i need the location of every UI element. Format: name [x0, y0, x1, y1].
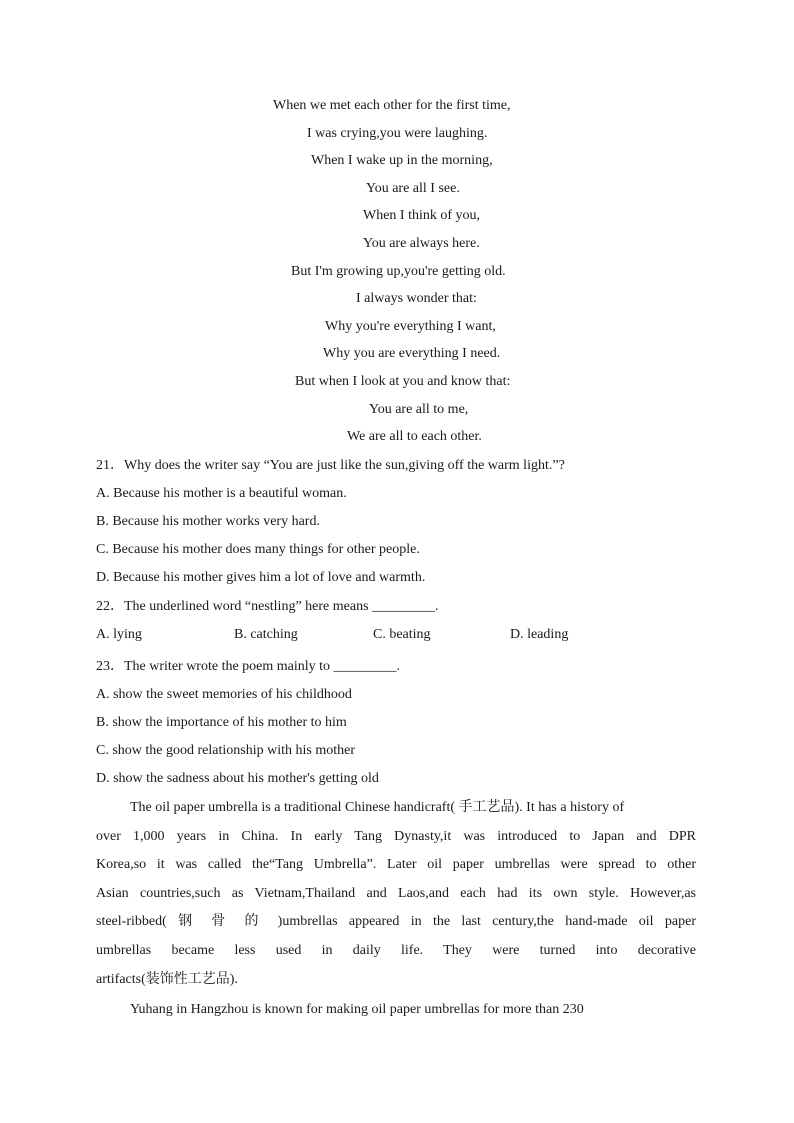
question-22 [96, 595, 716, 652]
answer-option[interactable]: A. lying [96, 627, 142, 642]
paragraph-line: The oil paper umbrella is a traditional Chinese handicraft( 手工艺品). It has a history of [130, 800, 625, 815]
reading-passage [96, 796, 696, 1027]
question-stem: 22．The underlined word “nestling” here means _________. [96, 599, 439, 614]
poem-line: When I wake up in the morning, [311, 153, 493, 169]
answer-option[interactable]: C. show the good relationship with his mother [96, 743, 355, 758]
paragraph-line: steel-ribbed( 钢 骨 的 )umbrellas appeared in the last century,the hand-made oil paper [96, 914, 696, 930]
poem-line: I was crying,you were laughing. [307, 125, 488, 141]
poem-line: Why you're everything I want, [325, 318, 496, 334]
answer-option[interactable]: C. beating [373, 627, 431, 642]
poem-line: When we met each other for the first time, [273, 98, 511, 113]
options-row [96, 623, 716, 652]
answer-option[interactable]: D. show the sadness about his mother's getting old [96, 771, 379, 786]
poem-line: But when I look at you and know that: [295, 373, 511, 389]
poem-line: You are always here. [363, 235, 480, 251]
question-stem: 23．The writer wrote the poem mainly to _________. [96, 659, 401, 674]
paragraph-line: umbrellas became less used in daily life. They were turned into decorative [96, 942, 696, 958]
question-21 [96, 454, 716, 594]
paragraph-line: artifacts(装饰性工艺品). [96, 971, 238, 987]
poem-line: When I think of you, [363, 208, 481, 224]
paragraph-line: over 1,000 years in China. In early Tang Dynasty,it was introduced to Japan and DPR [96, 828, 696, 844]
poem [0, 94, 794, 453]
poem-line: You are all to me, [369, 401, 469, 417]
poem-line: You are all I see. [366, 180, 460, 196]
answer-option[interactable]: D. leading [510, 627, 569, 642]
answer-option[interactable]: C. Because his mother does many things for other people. [96, 542, 420, 557]
poem-line: Why you are everything I need. [323, 346, 501, 362]
poem-line: I always wonder that: [356, 291, 477, 307]
answer-option[interactable]: B. catching [234, 627, 298, 642]
answer-option[interactable]: A. Because his mother is a beautiful woman. [96, 486, 347, 501]
poem-line: We are all to each other. [347, 429, 482, 445]
paragraph-line: Asian countries,such as Vietnam,Thailand and Laos,and each had its own style. However,as [96, 885, 696, 901]
paragraph-line: Yuhang in Hangzhou is known for making oil paper umbrellas for more than 230 [130, 1002, 584, 1018]
answer-option[interactable]: D. Because his mother gives him a lot of love and warmth. [96, 570, 426, 585]
answer-option[interactable]: B. Because his mother works very hard. [96, 514, 320, 529]
paragraph-line: Korea,so it was called the“Tang Umbrella”. Later oil paper umbrellas were spread to other [96, 857, 696, 873]
question-23 [96, 655, 716, 795]
answer-option[interactable]: B. show the importance of his mother to him [96, 715, 347, 730]
poem-line: But I'm growing up,you're getting old. [291, 263, 506, 279]
answer-option[interactable]: A. show the sweet memories of his childhood [96, 687, 352, 702]
question-stem: 21．Why does the writer say “You are just like the sun,giving off the warm light.”? [96, 458, 565, 473]
